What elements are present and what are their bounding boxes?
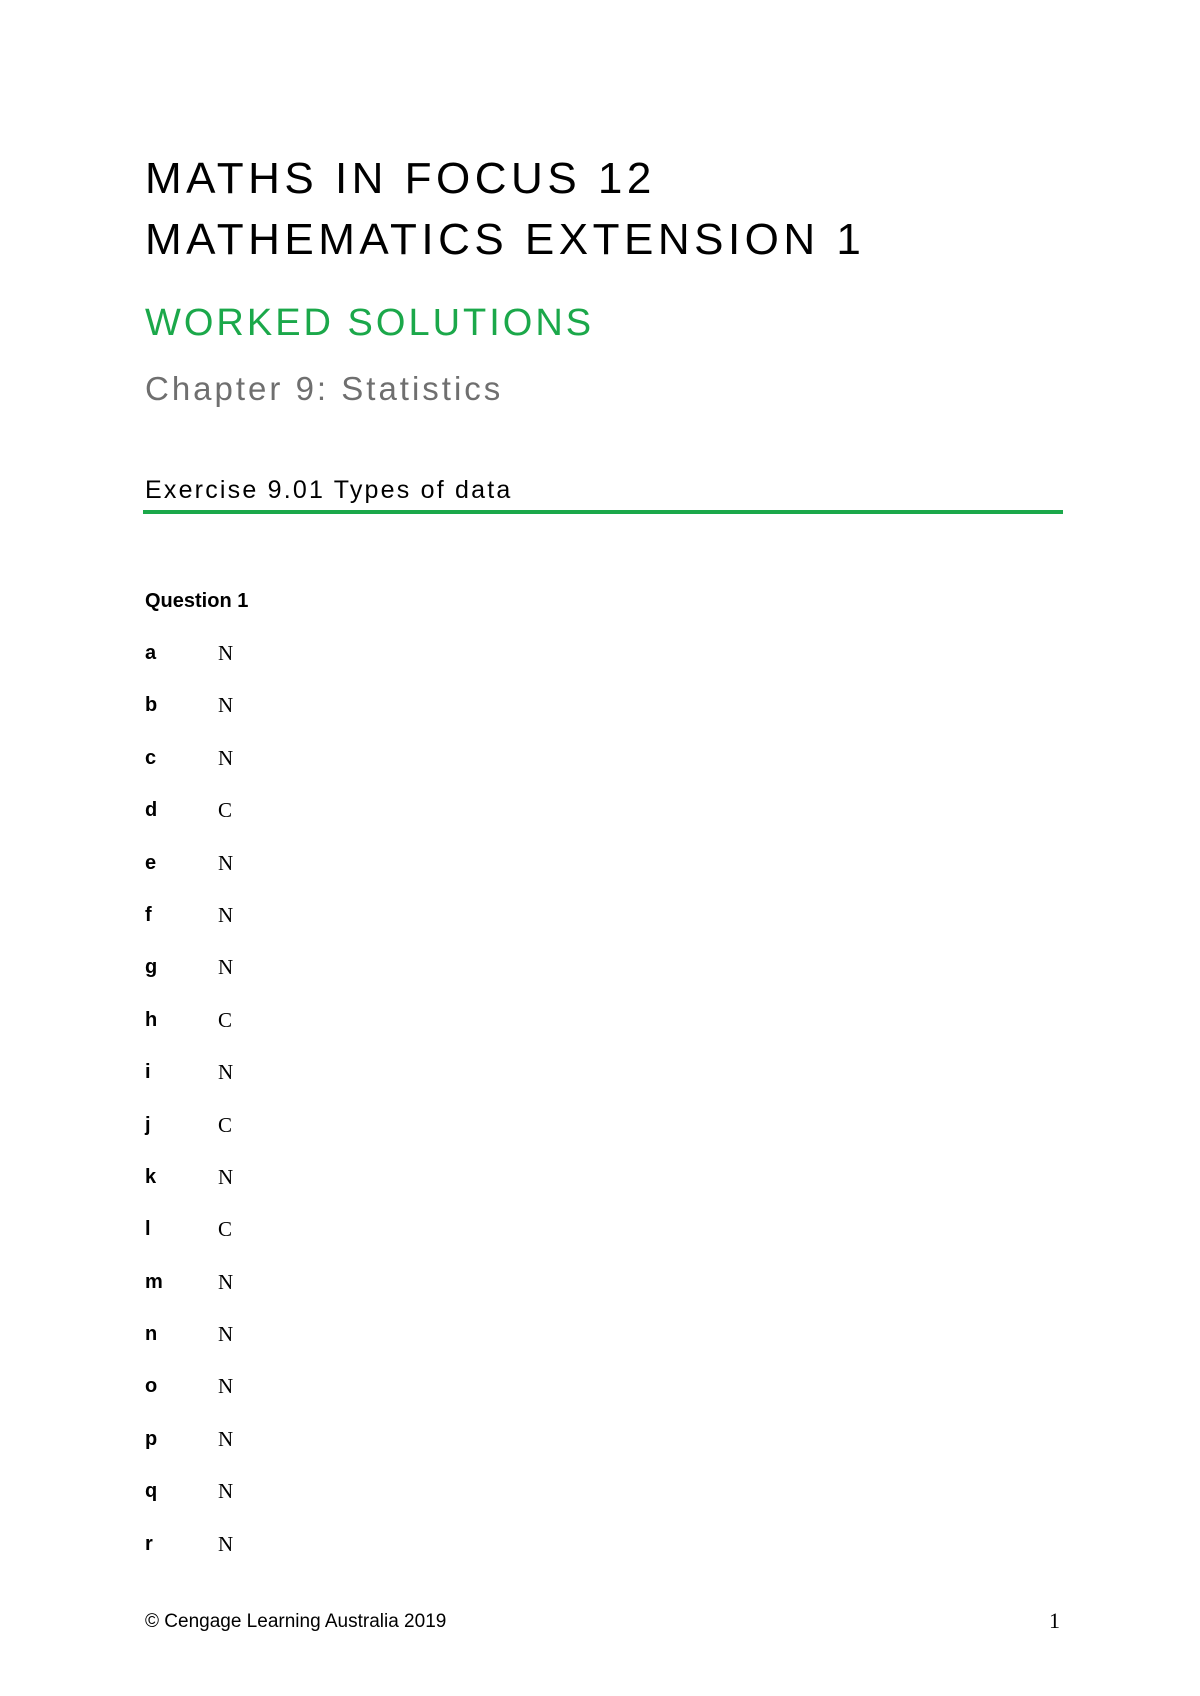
answer-part-label: a [145, 642, 157, 664]
exercise-heading: Exercise 9.01 Types of data [145, 476, 513, 504]
answer-value: N [218, 1322, 234, 1347]
answer-part-label: i [145, 1061, 151, 1084]
answer-value: N [218, 1374, 234, 1399]
answer-value: N [218, 1164, 234, 1189]
answer-value: N [218, 1531, 234, 1556]
heading-divider [143, 510, 1063, 514]
answer-row [145, 1164, 445, 1219]
answer-part-label: l [145, 1218, 151, 1241]
answer-row [145, 1219, 445, 1271]
answer-row [145, 1376, 445, 1428]
answer-row [145, 643, 445, 695]
answer-part-label: j [145, 1113, 151, 1136]
answer-row [145, 745, 445, 800]
answer-row [145, 800, 445, 852]
answer-value: N [218, 1426, 234, 1451]
answer-part-label: f [145, 903, 152, 926]
answer-part-label: n [145, 1323, 158, 1346]
answer-part-label: k [145, 1165, 157, 1188]
answer-row [145, 1426, 445, 1481]
answer-value: N [218, 1479, 234, 1504]
answer-part-label: b [145, 694, 158, 717]
answer-value: N [218, 641, 234, 665]
answer-row [145, 1481, 445, 1533]
answer-value: N [218, 1060, 234, 1085]
answer-part-label: q [145, 1480, 158, 1503]
answer-part-label: o [145, 1375, 158, 1398]
answer-row [145, 957, 445, 1009]
copyright-footer: © Cengage Learning Australia 2019 [145, 1611, 447, 1632]
answer-value: N [218, 693, 234, 718]
book-title-line-1: MATHS IN FOCUS 12 [145, 154, 656, 203]
answer-row [145, 1531, 445, 1586]
chapter-heading: Chapter 9: Statistics [145, 370, 504, 407]
answer-part-label: c [145, 746, 157, 769]
answer-part-label: h [145, 1008, 158, 1031]
answer-row [145, 1112, 445, 1167]
answer-row [145, 695, 445, 747]
answer-value: N [218, 902, 234, 927]
answer-value: N [218, 745, 234, 770]
answer-part-label: p [145, 1427, 158, 1450]
answer-part-label: m [145, 1270, 163, 1293]
answer-row [145, 1007, 445, 1062]
question-label: Question 1 [145, 590, 249, 612]
page-number: 1 [1049, 1608, 1060, 1633]
book-title-line-2: MATHEMATICS EXTENSION 1 [145, 215, 866, 264]
worked-solutions-subtitle: WORKED SOLUTIONS [145, 302, 595, 344]
answer-row [145, 1062, 445, 1114]
answer-value: N [218, 850, 234, 875]
answer-row [145, 1324, 445, 1376]
answer-value: N [218, 955, 234, 980]
answer-part-label: g [145, 956, 158, 979]
answer-value: C [218, 798, 233, 823]
answer-part-label: r [145, 1532, 153, 1555]
answer-row [145, 1269, 445, 1324]
answer-part-label: e [145, 851, 157, 874]
answer-value: C [218, 1007, 233, 1032]
answer-list [145, 643, 445, 1586]
answer-row [145, 850, 445, 905]
answer-value: C [218, 1217, 233, 1242]
answer-value: C [218, 1112, 233, 1137]
answer-value: N [218, 1269, 234, 1294]
answer-row [145, 902, 445, 957]
answer-part-label: d [145, 799, 158, 822]
